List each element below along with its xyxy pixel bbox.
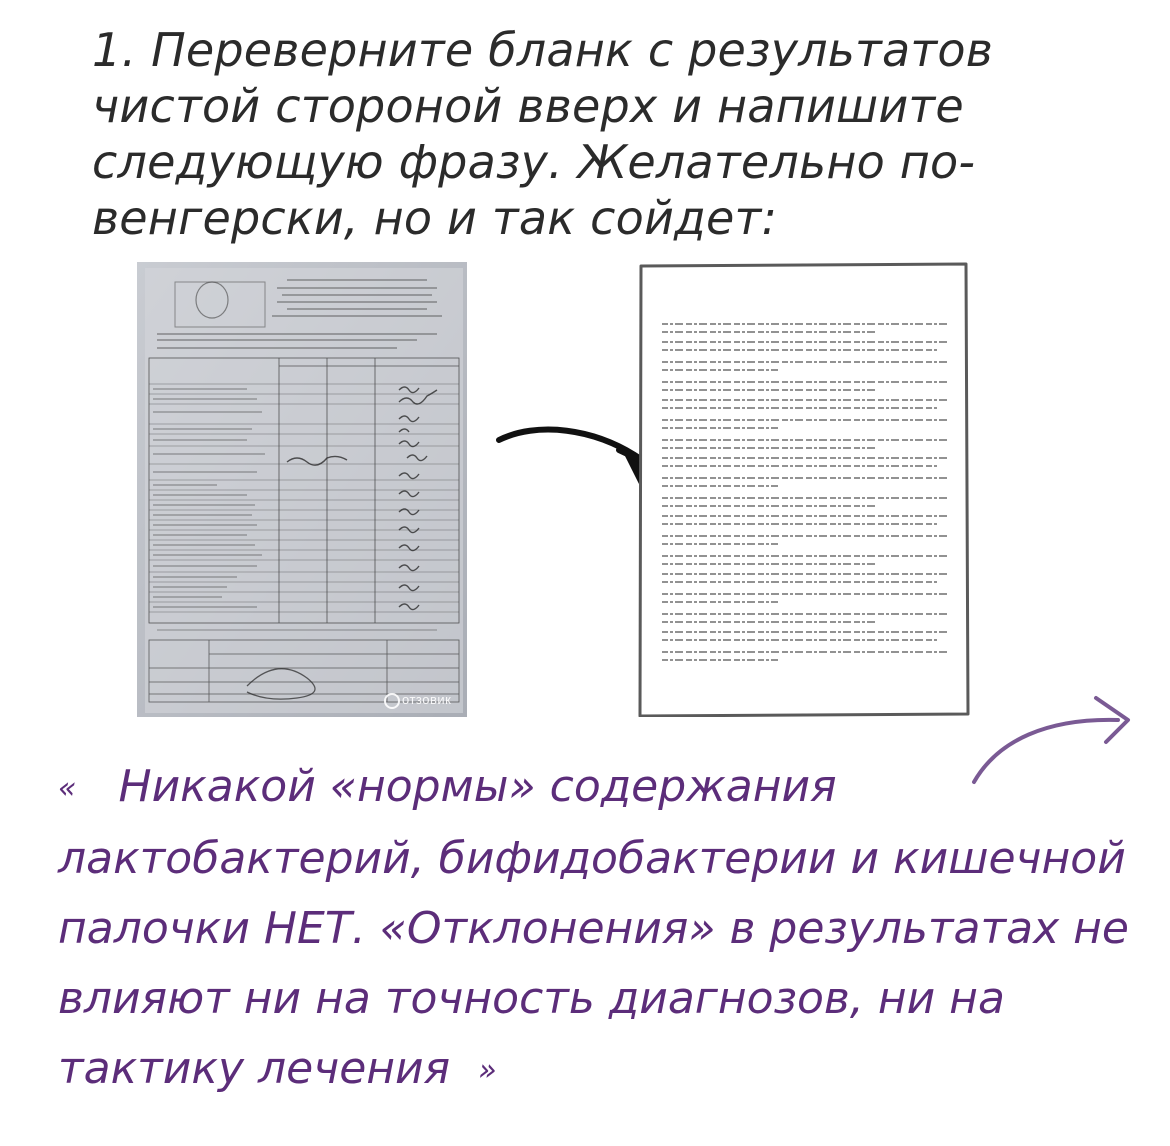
watermark-logo-icon	[384, 693, 400, 709]
lab-form-photo	[137, 262, 467, 717]
open-quote-mark: «	[58, 771, 77, 806]
handwritten-sheet	[638, 262, 970, 717]
quote-text: Никакой «нормы» содержания лактобактерий, бифидобактерии и кишечной палочки НЕТ. «Отклонения» в результатах не влияют ни на точность диагнозов, ни на тактику лечения	[58, 761, 1129, 1094]
close-quote-mark: »	[478, 1053, 497, 1088]
watermark: отзовик	[384, 692, 451, 709]
quote-block	[58, 752, 1148, 1106]
instruction-text: 1. Переверните бланк с результатов чистой стороной вверх и напишите следующую фразу. Желательно по-венгерски, но и так сойдет:	[92, 23, 994, 245]
